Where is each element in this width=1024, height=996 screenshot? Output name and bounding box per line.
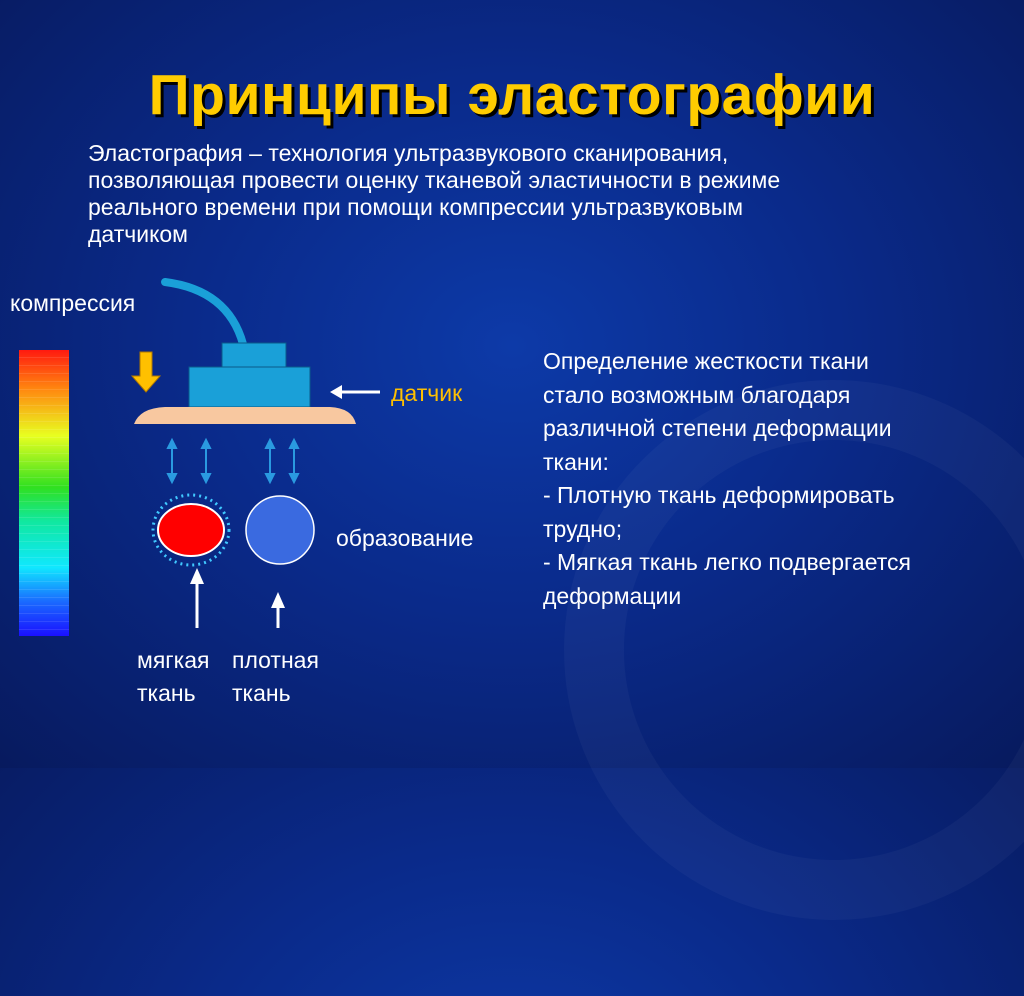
- compression-label: компрессия: [10, 290, 136, 316]
- probe-body: [189, 367, 310, 407]
- explanation-line: стало возможным благодаря: [543, 381, 851, 408]
- dense-label-line1: плотная: [232, 647, 319, 673]
- explanation-line: трудно;: [543, 515, 623, 542]
- probe-top: [222, 343, 286, 368]
- probe-label: датчик: [391, 380, 463, 406]
- explanation-line: Определение жесткости ткани: [543, 348, 869, 374]
- soft-pointer-arrowhead-icon: [190, 568, 204, 584]
- dense-pointer-arrowhead-icon: [271, 592, 285, 608]
- dense-tissue-lesion: [246, 496, 314, 564]
- intro-line: датчиком: [88, 221, 188, 247]
- explanation-line: ткани:: [543, 448, 609, 475]
- intro-line: Эластография – технология ультразвукового сканирования,: [88, 140, 729, 166]
- probe-pointer-arrowhead-icon: [330, 385, 342, 399]
- explanation-line: - Плотную ткань деформировать: [543, 482, 895, 508]
- probe-cable: [165, 282, 243, 344]
- probe-contact-pad: [134, 407, 356, 424]
- soft-tissue-lesion: [158, 504, 224, 556]
- slide-title: Принципы эластографии: [148, 63, 876, 127]
- intro-line: реального времени при помощи компрессии ультразвуковым: [88, 194, 744, 220]
- soft-label-line2: ткань: [137, 680, 196, 706]
- explanation-line: - Мягкая ткань легко подвергается: [543, 549, 911, 575]
- explanation-line: различной степени деформации: [543, 415, 892, 441]
- deformation-arrows: [168, 440, 298, 482]
- dense-label-line2: ткань: [232, 680, 291, 706]
- explanation-text: [543, 345, 1013, 613]
- lesion-label: образование: [336, 525, 474, 551]
- soft-label-line1: мягкая: [137, 647, 210, 673]
- explanation-line: деформации: [543, 582, 682, 609]
- intro-line: позволяющая провести оценку тканевой эластичности в режиме: [88, 167, 781, 193]
- compression-arrow-icon: [132, 352, 160, 392]
